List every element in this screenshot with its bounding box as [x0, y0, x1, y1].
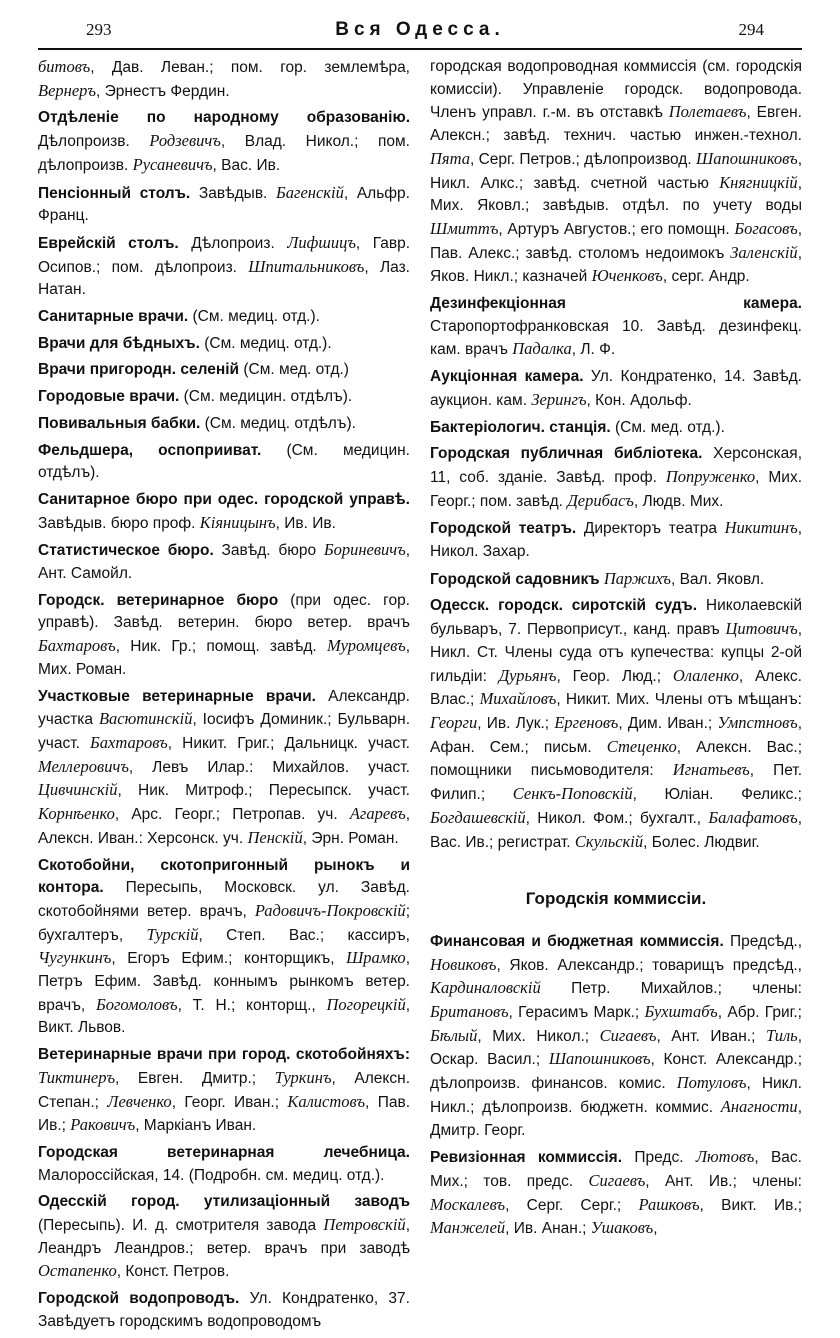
person-surname: Бориневичъ: [323, 540, 406, 560]
entry-text: , Конст. Петров.: [116, 1263, 230, 1281]
entry-text: Дѣлопроиз.: [178, 234, 288, 252]
entry-text: , Вас. Ив.; регистрат.: [430, 809, 802, 851]
person-surname: Бухштабъ: [644, 1002, 718, 1022]
entry-text: , Вал. Яковл.: [670, 570, 765, 588]
person-surname: Шмиттъ: [430, 218, 499, 238]
person-surname: Зерингъ: [531, 389, 587, 409]
person-surname: Падалка: [512, 339, 572, 359]
entry-text: Завѣдыв. бюро проф.: [38, 514, 200, 532]
entry-text: , Т. Н.; конторщ.,: [177, 996, 327, 1014]
entry-text: , Мих. Никол.;: [477, 1027, 600, 1045]
entry-text: , Никит. Мих. Члены отъ мѣщанъ:: [556, 691, 802, 709]
person-surname: Дурьянъ: [498, 665, 557, 685]
directory-entry: [38, 855, 410, 1041]
entry-text: , Серг. Петров.; дѣлопроизвод.: [469, 150, 696, 168]
entry-text: , Ант. Ив.; члены:: [645, 1172, 802, 1190]
entry-text: , Абр. Григ.;: [717, 1004, 802, 1022]
entry-text: Ул. Кондратенко, 37. Завѣдуетъ городскимъ водопроводомъ: [38, 1290, 410, 1330]
person-surname: Багенскій: [276, 182, 344, 202]
directory-entry: [38, 306, 410, 329]
entry-text: , Леандръ Леандров.; ветер. врачъ при заводѣ: [38, 1217, 410, 1257]
entry-text: , Юліан. Феликс.;: [632, 786, 802, 804]
entry-text: , Маркіанъ Иван.: [135, 1117, 257, 1135]
person-surname: Сигаевъ: [599, 1025, 657, 1045]
entry-text: , Оскар. Васил.;: [430, 1027, 802, 1069]
person-surname: Анагности: [720, 1096, 798, 1116]
directory-entry: [38, 1191, 410, 1284]
entry-text: , Артуръ Августов.; его помощн.: [498, 220, 735, 238]
entry-text: , Іосифъ Доминик.; Бульварн. участ.: [38, 711, 411, 752]
directory-entry: [38, 386, 410, 409]
entry-heading: Еврейскій столъ.: [38, 234, 179, 252]
person-surname: Лифшицъ: [287, 232, 356, 252]
directory-entry: [430, 56, 802, 289]
person-surname: Княгницкій: [719, 172, 798, 192]
entry-text: , Арс. Георг.; Петропав. уч.: [114, 806, 350, 824]
person-surname: Кіяницынъ: [199, 512, 276, 532]
entry-text: Дѣлопроизв.: [38, 133, 150, 151]
person-surname: Игнатьевъ: [672, 760, 750, 780]
entry-text: , Мих. Яковл.; завѣдыв. отдѣл. по учету воды: [430, 174, 802, 215]
entry-heading: Статистическое бюро.: [38, 542, 214, 560]
entry-text: (См. мед. отд.).: [610, 418, 725, 436]
person-surname: Пята: [430, 148, 470, 168]
entry-heading: Городской садовникъ: [430, 570, 600, 588]
directory-entry: [430, 417, 802, 440]
directory-entry: [430, 443, 802, 513]
entry-text: , Л. Ф.: [571, 341, 616, 359]
entry-text: , Степ. Вас.; кассиръ,: [198, 926, 410, 944]
entry-text: , Мих. Роман.: [38, 638, 410, 678]
entry-text: , Гавр. Осипов.; пом. дѣлопроиз.: [38, 234, 411, 276]
entry-text: , Никл. Алкс.; завѣд. счетной частью: [430, 150, 802, 192]
entry-text: , Эрнестъ Фердин.: [95, 82, 230, 100]
entry-text: , Пав. Ив.;: [38, 1093, 411, 1135]
person-surname: Никитинъ: [724, 518, 798, 538]
entry-heading: Городск. ветеринарное бюро: [38, 591, 279, 609]
entry-text: , Афан. Сем.; письм.: [430, 714, 802, 756]
left-page-number: 293: [86, 20, 112, 39]
entry-heading: Городская ветеринарная лечебница.: [38, 1143, 410, 1161]
entry-text: (См. мед. отд.): [239, 361, 349, 379]
person-surname: Агаревъ: [349, 804, 406, 824]
person-surname: Погорецкій: [326, 994, 406, 1014]
person-surname: Шапошниковъ: [548, 1049, 651, 1069]
right-column: [430, 56, 802, 1245]
person-surname: Левченко: [107, 1091, 172, 1111]
person-surname: Муромцевъ: [326, 636, 406, 656]
directory-entry: [38, 56, 410, 103]
entry-text: Ул. Кондратенко, 14. Завѣд. аукцион. кам.: [430, 368, 802, 409]
person-surname: Бахтаровъ: [90, 732, 168, 752]
directory-entry: [430, 517, 802, 563]
person-surname: Бахтаровъ: [38, 636, 116, 656]
directory-entry: [38, 232, 410, 302]
directory-entry: [430, 1146, 802, 1241]
entry-heading: Городской театръ.: [430, 520, 577, 538]
entry-heading: Пенсіонный столъ.: [38, 184, 191, 202]
entry-text: , Ант. Самойл.: [38, 542, 410, 583]
entry-text: , Егоръ Ефим.; конторщикъ,: [111, 950, 347, 968]
person-surname: Георги: [430, 712, 478, 732]
directory-entry: [38, 590, 410, 682]
entry-text: , Алекс. Влас.;: [430, 667, 802, 709]
person-surname: Москалевъ: [430, 1194, 506, 1214]
entry-text: (См. медиц. отдѣлъ).: [200, 414, 356, 432]
person-surname: Туркинъ: [274, 1067, 332, 1087]
person-surname: Цивчинскій: [38, 780, 118, 800]
person-surname: Шпитальниковъ: [248, 256, 365, 276]
entry-text: , Ив. Анан.;: [505, 1220, 591, 1238]
entry-text: , Конст. Александр.; дѣлопроизв. финансов. комис.: [430, 1051, 802, 1093]
person-surname: Шрамко: [346, 948, 406, 968]
person-surname: Родзевичъ: [149, 131, 221, 151]
entry-text: , Герасимъ Марк.;: [508, 1004, 645, 1022]
directory-entry: [38, 440, 410, 485]
person-surname: Васютинскій: [98, 709, 193, 729]
page-header: [38, 12, 802, 50]
person-surname: Русаневичъ: [132, 154, 213, 174]
entry-text: , Яков. Александр.; товарищъ предсѣд.,: [496, 956, 802, 974]
directory-entry: [430, 293, 802, 362]
entry-heading: Фельдшера, оспоприиват.: [38, 441, 262, 459]
entry-text: Пересыпь, Московск. ул. Завѣд. скотобойнями ветер. врачъ,: [38, 879, 410, 920]
person-surname: Турскій: [146, 924, 199, 944]
entry-text: Завѣдыв.: [190, 184, 277, 202]
entry-heading: Городской водопроводъ.: [38, 1290, 240, 1308]
entry-text: , Влад. Никол.; пом. дѣлопроизв.: [38, 133, 410, 174]
person-surname: Тиктинеръ: [38, 1067, 116, 1087]
entry-text: , Болес. Людвиг.: [643, 833, 760, 851]
entry-text: , Ник. Митроф.; Пересыпск. участ.: [117, 782, 410, 800]
entry-text: (См. медицин. отдѣлъ).: [38, 441, 410, 482]
person-surname: Стеценко: [606, 736, 677, 756]
person-surname: Вернеръ: [38, 80, 96, 100]
person-surname: Остапенко: [38, 1261, 117, 1281]
person-surname: Рашковъ: [638, 1194, 700, 1214]
entry-text: , Петръ Ефим. Завѣд. коннымъ рынкомъ ветер. врачъ,: [38, 950, 410, 1014]
person-surname: Сенкъ-Поповскій: [512, 784, 633, 804]
directory-entry: [38, 489, 410, 535]
entry-heading: Отдѣленіе по народному образованію.: [38, 109, 410, 127]
entry-text: , Ив. Ив.: [275, 514, 336, 532]
entry-heading: Санитарное бюро при одес. городской управѣ.: [38, 490, 410, 508]
entry-text: Предс.: [622, 1149, 696, 1167]
entry-text: Петр. Михайлов.; члены:: [540, 980, 802, 998]
entry-text: , Никл. Ст. Члены суда отъ купечества: купцы 2-ой гильдіи:: [430, 621, 802, 685]
person-surname: Раковичъ: [70, 1115, 136, 1135]
person-surname: Цитовичъ: [725, 619, 798, 639]
entry-text: , Мих. Георг.; пом. завѣд.: [430, 468, 802, 510]
entry-text: , Ив. Лук.;: [477, 714, 555, 732]
entry-text: , Альфр. Франц.: [38, 184, 410, 225]
entry-text: , Дав. Леван.; пом. гор. землемѣра,: [90, 59, 410, 76]
entry-text: , Никит. Григ.; Дальницк. участ.: [167, 734, 410, 752]
entry-text: , Алексн. Вас.; помощники письмоводителя:: [430, 738, 802, 780]
entry-text: (Пересыпь). И. д. смотрителя завода: [38, 1217, 324, 1235]
entry-text: Херсонская, 11, соб. зданіе. Завѣд. проф.: [430, 445, 802, 486]
person-surname: Заленскій: [730, 242, 798, 262]
entry-heading: Скотобойни, скотопригонный рынокъ и контора.: [38, 856, 410, 897]
person-surname: Бѣлый: [430, 1025, 478, 1045]
entry-heading: Одесскій город. утилизаціонный заводъ: [38, 1193, 410, 1211]
person-surname: Олаленко: [672, 665, 739, 685]
entry-text: Предсѣд.,: [723, 932, 802, 950]
person-surname: Новиковъ: [430, 954, 497, 974]
person-surname: Шапошниковъ: [695, 148, 798, 168]
entry-text: , Вас. Мих.; тов. предс.: [430, 1149, 802, 1190]
entry-text: , Викт. Ив.;: [699, 1196, 802, 1214]
directory-entry: [38, 539, 410, 585]
entry-text: , серг. Андр.: [662, 268, 750, 286]
entry-text: городская водопроводная коммиссія (см. городскія комиссіи). Управленіе городск. водопровода. Членъ управл. г.-м. въ отставкѣ: [430, 58, 802, 122]
directory-entry: [430, 568, 802, 592]
person-surname: Потуловъ: [676, 1073, 747, 1093]
directory-entry: [430, 595, 802, 854]
entry-text: , Яков. Никл.; казначей: [430, 244, 802, 286]
person-surname: Манжелей: [430, 1218, 506, 1238]
entry-text: Старопортофранковская 10. Завѣд. дезинфекц. кам. врачъ: [430, 317, 802, 359]
directory-entry: [38, 333, 410, 356]
directory-entry: [430, 931, 802, 1142]
entry-text: , Людв. Мих.: [633, 492, 724, 510]
directory-entry: [430, 366, 802, 412]
person-surname: Британовъ: [430, 1002, 509, 1022]
entry-text: , Никол. Фом.; бухгалт.,: [525, 809, 709, 827]
entry-text: , Левъ Илар.: Михайлов. участ.: [128, 758, 410, 776]
person-surname: Михайловъ: [479, 689, 557, 709]
entry-text: Малороссійская, 14. (Подробн. см. медиц. отд.).: [38, 1166, 385, 1184]
person-surname: Попруженко: [665, 466, 756, 486]
entry-text: , Алексн. Иван.: Херсонск. уч.: [38, 806, 410, 847]
entry-text: ; бухгалтеръ,: [38, 902, 410, 944]
entry-text: , Никл. Никл.; дѣлопроизв. бюджетн. коммис.: [430, 1075, 802, 1116]
person-surname: Лютовъ: [695, 1147, 755, 1167]
person-surname: Скульскій: [574, 831, 644, 851]
entry-heading: Врачи пригородн. селеній: [38, 361, 240, 379]
entry-text: Александр. участка: [38, 687, 410, 729]
entry-text: , Ант. Иван.;: [656, 1027, 766, 1045]
entry-text: , Георг. Иван.;: [171, 1093, 288, 1111]
entry-heading: Дезинфекціонная камера.: [430, 295, 802, 313]
person-surname: Тиль: [765, 1025, 798, 1045]
person-surname: Полетаевъ: [668, 102, 747, 122]
person-surname: Радовичъ-Покровскій: [254, 900, 406, 920]
entry-text: , Евген. Дмитр.;: [115, 1069, 275, 1087]
directory-entry: [38, 359, 410, 382]
person-surname: Ушаковъ: [590, 1218, 654, 1238]
entry-heading: Врачи для бѣдныхъ.: [38, 334, 200, 352]
person-surname: Меллеровичъ: [38, 756, 129, 776]
entry-heading: Ревизіонная коммиссія.: [430, 1149, 623, 1167]
entry-heading: Повивальныя бабки.: [38, 414, 201, 432]
entry-text: , Кон. Адольф.: [586, 391, 692, 409]
entry-text: , Никол. Захар.: [430, 520, 802, 561]
entry-text: Директоръ театра: [576, 520, 725, 538]
entry-text: (См. медиц. отд.).: [199, 334, 332, 352]
person-surname: Дерибасъ: [567, 490, 634, 510]
entry-text: , Пав. Алекс.; завѣд. столомъ недоимокъ: [430, 220, 802, 262]
entry-text: , Вас. Ив.: [212, 156, 281, 174]
directory-entry: [38, 182, 410, 228]
entry-text: (См. медицин. отдѣлъ).: [179, 388, 353, 406]
person-surname: Пенскій: [247, 827, 303, 847]
running-title: Вся Одесса.: [335, 19, 505, 40]
entry-heading: Ветеринарные врачи при город. скотобойняхъ:: [38, 1046, 410, 1064]
entry-heading: Аукціонная камера.: [430, 368, 584, 386]
person-surname: Сигаевъ: [588, 1170, 646, 1190]
entry-text: , Евген. Алексн.; завѣд. технич. частью инжен.-технол.: [430, 104, 802, 145]
entry-text: ,: [653, 1220, 658, 1238]
person-surname: Богдашевскій: [430, 807, 526, 827]
directory-entry: [38, 1288, 410, 1333]
person-surname: Петровскій: [323, 1215, 406, 1235]
person-surname: Богасовъ: [734, 218, 798, 238]
entry-heading: Городская публичная библіотека.: [430, 445, 703, 463]
person-surname: Чугункинъ: [38, 948, 112, 968]
entry-text: , Дим. Иван.;: [618, 714, 718, 732]
person-surname: битовъ: [38, 57, 91, 76]
entry-text: , Дмитр. Георг.: [430, 1098, 802, 1139]
entry-heading: Финансовая и бюджетная коммиссія.: [430, 932, 724, 950]
left-column: [38, 56, 410, 1338]
directory-entry: [38, 413, 410, 436]
person-surname: Ергеновъ: [554, 712, 619, 732]
person-surname: Юченковъ: [591, 266, 663, 286]
entry-text: , Серг. Серг.;: [505, 1196, 639, 1214]
directory-entry: [38, 686, 410, 851]
entry-text: , Лаз. Натан.: [38, 258, 410, 299]
person-surname: Балафатовъ: [708, 807, 798, 827]
directory-entry: [38, 1044, 410, 1138]
person-surname: Корнѣенко: [38, 804, 115, 824]
directory-entry: [38, 107, 410, 177]
entry-text: (при одес. гор. управѣ). Завѣд. ветерин. бюро ветер. врачъ: [38, 591, 410, 632]
entry-text: , Викт. Львов.: [38, 996, 411, 1037]
entry-text: , Геор. Люд.;: [556, 667, 673, 685]
person-surname: Умпстновъ: [717, 712, 798, 732]
entry-text: (См. медиц. отд.).: [188, 308, 320, 326]
entry-text: Николаевскій бульваръ, 7. Первоприсут., канд. правъ: [430, 597, 802, 639]
person-surname: Богомоловъ: [95, 994, 178, 1014]
entry-heading: Бактеріологич. станція.: [430, 418, 611, 436]
right-page-number: 294: [738, 20, 764, 39]
person-surname: Калистовъ: [287, 1091, 366, 1111]
entry-text: , Алексн. Степан.;: [38, 1069, 410, 1111]
entry-heading: Одесск. городск. сиротскій судъ.: [430, 597, 698, 615]
entry-text: , Ник. Гр.; помощ. завѣд.: [115, 638, 327, 656]
section-heading: Городскія коммиссіи.: [525, 889, 707, 909]
person-surname: Паржихъ: [603, 568, 671, 588]
entry-text: , Пет. Филип.;: [430, 762, 802, 804]
directory-entry: [38, 1142, 410, 1187]
entry-text: , Эрн. Роман.: [302, 829, 399, 847]
entry-heading: Санитарные врачи.: [38, 308, 189, 326]
person-surname: Кардиналовскій: [430, 978, 541, 998]
entry-heading: Городовые врачи.: [38, 388, 180, 406]
entry-text: Завѣд. бюро: [213, 542, 324, 560]
entry-heading: Участковые ветеринарные врачи.: [38, 687, 316, 705]
